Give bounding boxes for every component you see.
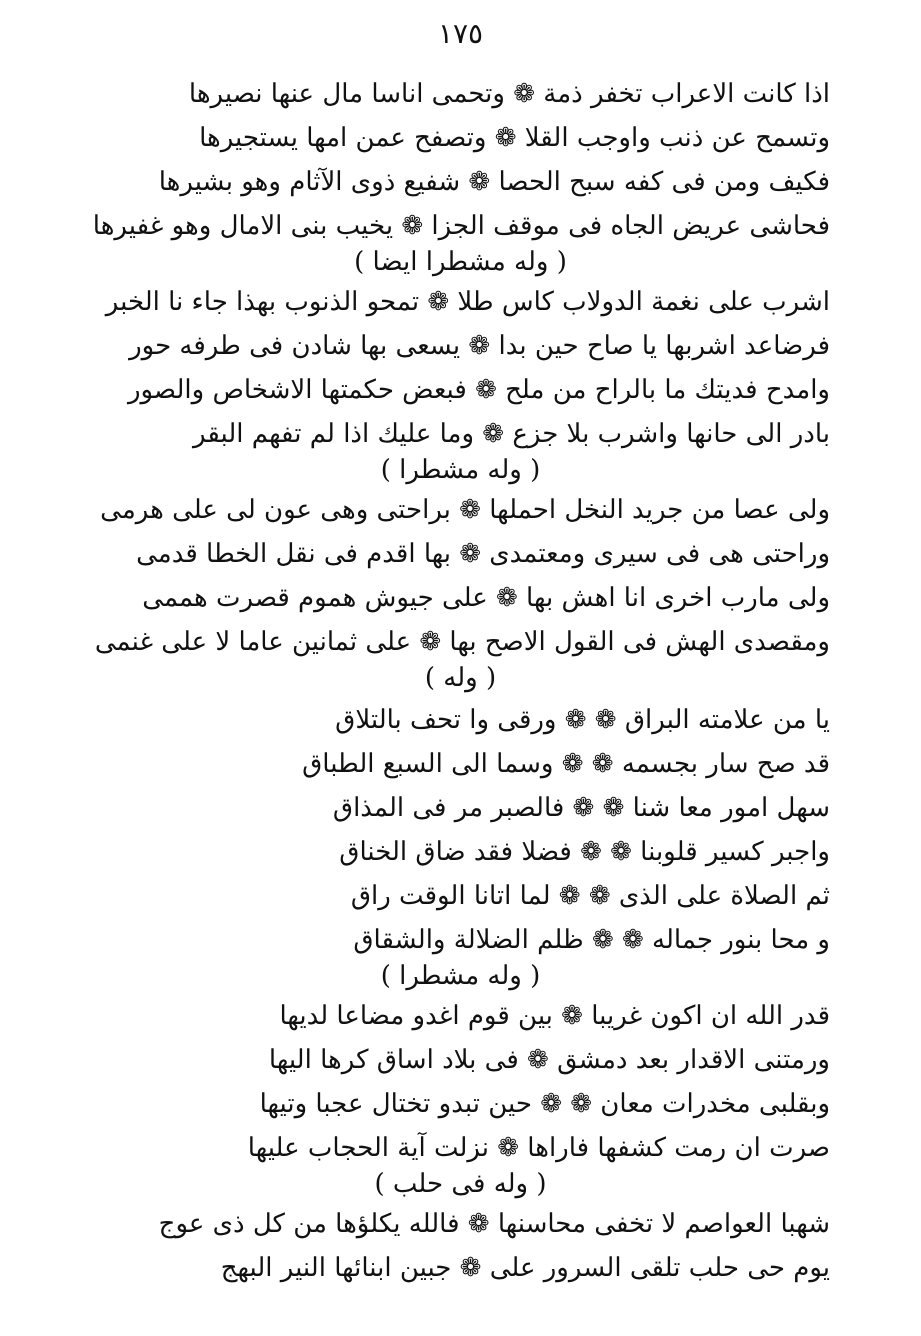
text-line: ورمتنى الاقدار بعد دمشق ❁ فى بلاد اساق كرها اليها — [268, 1045, 830, 1075]
text-line: وامدح فديتك ما بالراح من ملح ❁ فبعض حكمتها الاشخاص والصور — [127, 375, 830, 405]
text-line: ثم الصلاة على الذى ❁ ❁ لما اتانا الوقت راق — [350, 881, 830, 911]
text-line: و محا بنور جماله ❁ ❁ ظلم الضلالة والشقاق — [353, 925, 830, 955]
text-line: يوم حى حلب تلقى السرور على ❁ جبين ابنائها النير البهج — [220, 1253, 830, 1283]
text-line: وتسمح عن ذنب واوجب القلا ❁ وتصفح عمن امها يستجيرها — [199, 123, 830, 153]
text-line: يا من علامته البراق ❁ ❁ ورقى وا تحف بالتلاق — [335, 705, 830, 735]
text-line: ولى مارب اخرى انا اهش بها ❁ على جيوش هموم قصرت هممى — [142, 583, 830, 613]
text-line: فحاشى عريض الجاه فى موقف الجزا ❁ يخيب بنى الامال وهو غفيرها — [92, 211, 830, 241]
section-heading: ( وله ) — [424, 663, 497, 693]
text-line: واجبر كسير قلوبنا ❁ ❁ فضلا فقد ضاق الخناق — [339, 837, 830, 867]
section-heading: ( وله مشطرا ) — [380, 455, 541, 485]
text-line: اشرب على نغمة الدولاب كاس طلا ❁ تمحو الذنوب بهذا جاء نا الخبر — [105, 287, 830, 317]
section-heading: ( وله مشطرا ايضا ) — [354, 247, 567, 277]
text-line: وراحتى هى فى سيرى ومعتمدى ❁ بها اقدم فى نقل الخطا قدمى — [136, 539, 830, 569]
text-line: شهبا العواصم لا تخفى محاسنها ❁ فالله يكلؤها من كل ذى عوج — [158, 1209, 830, 1239]
text-line: وبقلبى مخدرات معان ❁ ❁ حين تبدو تختال عجبا وتيها — [259, 1089, 830, 1119]
text-line: فرضاعد اشربها يا صاح حين بدا ❁ يسعى بها شادن فى طرفه حور — [129, 331, 830, 361]
section-heading: ( وله فى حلب ) — [374, 1169, 547, 1199]
text-line: بادر الى حانها واشرب بلا جزع ❁ وما عليك اذا لم تفهم البقر — [193, 419, 830, 449]
text-line: فكيف ومن فى كفه سبح الحصا ❁ شفيع ذوى الآثام وهو بشيرها — [158, 167, 830, 197]
text-line: قد صح سار بجسمه ❁ ❁ وسما الى السبع الطباق — [302, 749, 830, 779]
text-line: ولى عصا من جريد النخل احملها ❁ براحتى وهى عون لى على هرمى — [100, 495, 830, 525]
text-line: صرت ان رمت كشفها فاراها ❁ نزلت آية الحجاب عليها — [247, 1133, 830, 1163]
page-number: ١٧٥ — [437, 17, 484, 50]
text-line: ومقصدى الهش فى القول الاصح بها ❁ على ثمانين عاما لا على غنمى — [94, 627, 830, 657]
text-line: اذا كانت الاعراب تخفر ذمة ❁ وتحمى اناسا مال عنها نصيرها — [188, 79, 830, 109]
text-line: سهل امور معا شنا ❁ ❁ فالصبر مر فى المذاق — [332, 793, 830, 823]
section-heading: ( وله مشطرا ) — [380, 961, 541, 991]
text-line: قدر الله ان اكون غريبا ❁ بين قوم اغدو مضاعا لديها — [279, 1001, 830, 1031]
